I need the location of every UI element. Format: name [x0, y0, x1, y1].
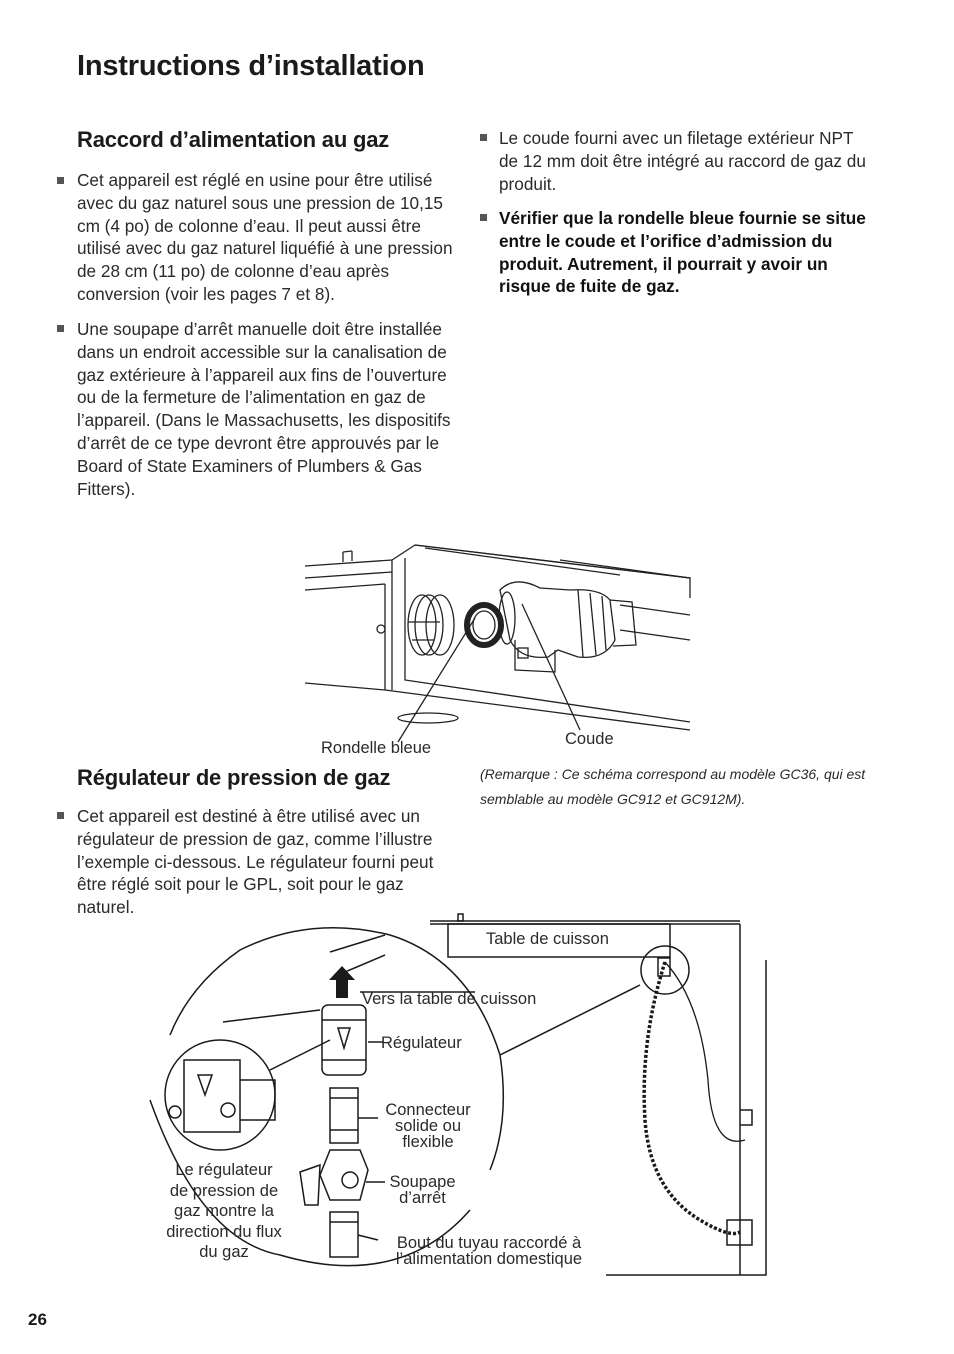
bullet-marker [57, 812, 64, 819]
washer-label: Rondelle bleue [321, 739, 432, 757]
regulator-label: Régulateur [381, 1034, 462, 1052]
shutoff-valve-label: Soupape d’arrêt [389, 1173, 456, 1207]
connector-label: Connecteur solide ou flexible [385, 1101, 471, 1151]
arrow-up-icon [329, 966, 355, 998]
to-cooktop-label: Vers la table de cuisson [362, 990, 537, 1008]
cooktop-label: Table de cuisson [486, 930, 609, 948]
page-title: Instructions d’installation [77, 50, 425, 82]
bullet-marker [57, 177, 64, 184]
pipe-end-label: Bout du tuyau raccordé à l’alimentation domestique [395, 1234, 583, 1268]
paragraph-regulator: Cet appareil est destiné à être utilisé avec un régulateur de pression de gaz, comme l’illustre l’exemple ci-dessous. Le régulateur fourni peut être réglé soit pour le GPL, soit pour le gaz naturel. [77, 806, 434, 918]
figure-note: (Remarque : Ce schéma correspond au modèle GC36, qui est semblable au modèle GC912 et GC912M). [480, 766, 866, 807]
paragraph-factory-setting: Cet appareil est réglé en usine pour être utilisé avec du gaz naturel sous une pression de 10,15 cm (4 po) de colonne d’eau. Il peut aussi être utilisé avec du gaz naturel liquéfié à une pression de 28 cm (11 po) de colonne d’eau après conversion (voir les pages 7 et 8). [77, 170, 453, 304]
section-heading-regulator: Régulateur de pression de gaz [77, 765, 391, 790]
paragraph-shutoff-valve: Une soupape d’arrêt manuelle doit être installée dans un endroit accessible sur la canalisation de gaz extérieure à l’appareil aux fins de l’ouverture ou de la fermeture de l’alimentation en gaz de l’appareil. (Dans le Massachusetts, les dispositifs d’arrêt de ce type devront être approuvés par le Board of State Examiners of Plumbers & Gas Fitters). [77, 319, 451, 499]
paragraph-washer-warning: Vérifier que la rondelle bleue fournie se situe entre le coude et l’orifice d’admission du produit. Autrement, il pourrait y avoir un risque de fuite de gaz. [499, 208, 866, 297]
paragraph-elbow: Le coude fourni avec un filetage extérieur NPT de 12 mm doit être intégré au raccord de gaz du produit. [499, 128, 866, 194]
page-number: 26 [28, 1310, 47, 1329]
elbow-label: Coude [565, 730, 614, 748]
bullet-marker [480, 214, 487, 221]
flow-direction-label: Le régulateur de pression de gaz montre la direction du flux du gaz [166, 1161, 282, 1261]
section-heading-gas-supply: Raccord d’alimentation au gaz [77, 127, 390, 152]
bullet-marker [57, 325, 64, 332]
bullet-marker [480, 134, 487, 141]
